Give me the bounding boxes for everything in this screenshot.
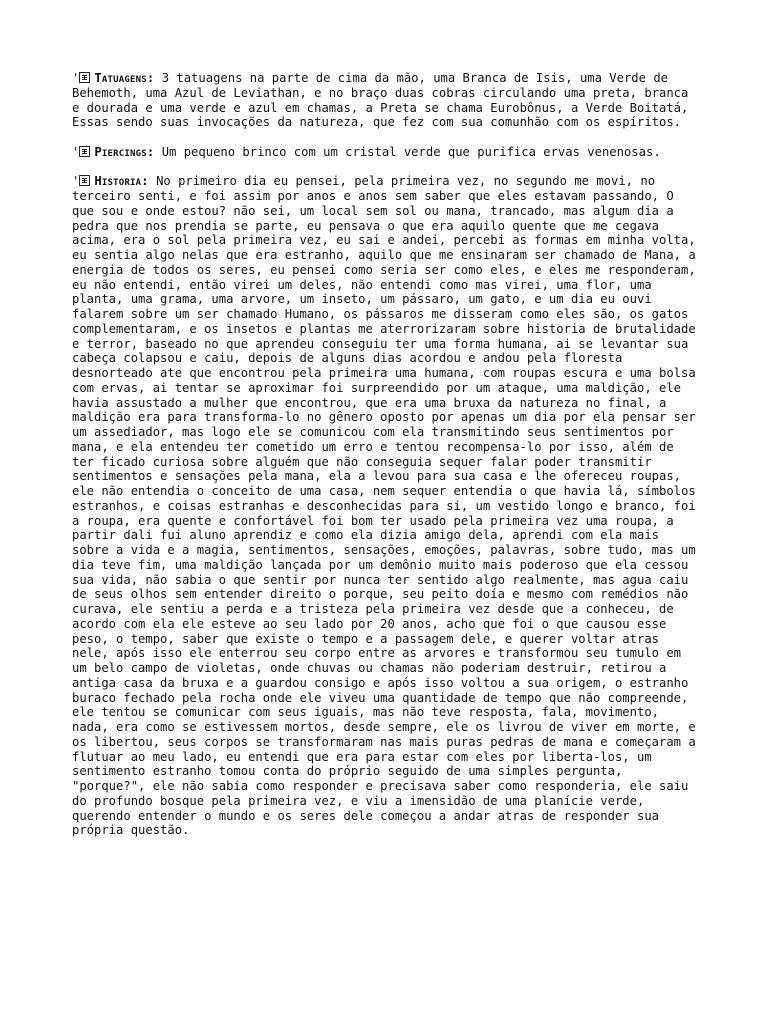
section-text: 3 tatuagens na parte de cima da mão, uma Branca de Isis, uma Verde de Behemoth, uma Azul de Leviathan, e no braço duas cobras circulando uma preta, branca e dourada e uma verde e azul em chamas, a Preta se chama Eurobônus, a Verde Boitatá, Essas sendo suas invocações da natureza, que fez com sua comunhão com os espíritos. [72, 71, 689, 130]
section-text: No primeiro dia eu pensei, pela primeira vez, no segundo me movi, no terceiro senti, e foi assim por anos e anos sem saber que eles estavam passando, O que sou e onde estou? não sei, um local sem sol ou mana, trancado, mas algum dia a pedra que nos prendia se parte, eu pensava o que era aquilo quente que me cegava acima, era o sol pela primeira vez, eu sai e andei, percebi as formas em minha volta, eu sentia algo nelas que era estranho, aquilo que me ensinaram ser chamado de Mana, a energia de todos os seres, eu pensei como seria ser como eles, e eles me responderam, eu não entendi, então virei um deles, não entendi como mas virei, uma flor, uma planta, uma grama, uma arvore, um inseto, um pássaro, um gato, e um dia eu ouvi falarem sobre um ser chamado Humano, os pássaros me disseram como eles são, os gatos complementaram, e os insetos e plantas me aterrorizaram sobre historia de brutalidade e terror, baseado no que aprendeu conseguiu ter uma forma humana, ai se levantar sua cabeça colapsou e caiu, depois de alguns dias acordou e andou pela floresta desnorteado ate que encontrou pela primeira uma humana, com roupas escura e uma bolsa com ervas, ai tentar se aproximar foi surpreendido por um ataque, uma maldição, ele havia assustado a mulher que encontrou, que era uma bruxa da natureza no final, a maldição era para transforma-lo no gênero oposto por apenas um dia por ela pensar ser um assediador, mas logo ele se comunicou com ela transmitindo seus sentimentos por mana, e ela entendeu ter cometido um erro e tentou recompensa-lo por isso, além de ter ficado curiosa sobre alguém que não conseguia sequer falar poder transmitir sentimentos e sensações pela mana, ela a levou para sua casa e lhe ofereceu roupas, ele não entendia o conceito de uma casa, nem sequer entendia o que havia lá, símbolos estranhos, e coisas estranhas e desconhecidas para si, um vestido longo e branco, foi a roupa, era quente e confortável foi bom ter usado pela primeira vez uma roupa, a partir dali fui aluno aprendiz e como ela dizia amigo dela, aprendi com ela mais sobre a vida e a magia, sentimentos, sensações, emoções, palavras, sobre tudo, mas um dia teve fim, uma maldição lançada por um demônio muito mais poderoso que ela cessou sua vida, não sabia o que sentir por nunca ter sentido algo realmente, mas agua caiu de seus olhos sem entender direito o porque, seu peito doía e mesmo com remédios não curava, ele sentiu a perda e a tristeza pela primeira vez desde que a conheceu, de acordo com ela ele esteve ao seu lado por 20 anos, acho que foi o que causou esse peso, o tempo, saber que existe o tempo e a passagem dele, e querer voltar atras nele, após isso ele enterrou seu corpo entre as arvores e transformou seu tumulo em um belo campo de violetas, onde chuvas ou chamas não poderiam destruir, retirou a antiga casa da bruxa e a guardou consigo e após isso voltou a sua origem, o estranho buraco fechado pela rocha onde ele viveu uma quantidade de tempo que não compreende, ele tentou se comunicar com seus iguais, mas não teve resposta, fala, movimento, nada, era como se estivessem mortos, desde sempre, ele os livrou de viver em morte, e os libertou, seus corpos se transformaram nas mais puras pedras de mana e começaram a flutuar ao meu lado, eu entendi que era para estar com eles por liberta-los, um sentimento estranho tomou conta do próprio seguido de uma simples pergunta, "porque?", ele não sabia como responder e precisava saber como responderia, ele saiu do profundo bosque pela primeira vez, e viu a imensidão de uma planície verde, querendo entender o mundo e os seres dele começou a andar atras de responder sua própria questão. [72, 174, 696, 838]
symbol-icon [79, 72, 90, 83]
section-text: Um pequeno brinco com um cristal verde que purifica ervas venenosas. [154, 144, 661, 159]
section-tatuagens [72, 71, 702, 130]
section-piercings [72, 145, 702, 160]
section-label: Piercings: [94, 144, 155, 159]
bullet-marker: ' [72, 71, 80, 85]
section-historia [72, 174, 702, 838]
symbol-icon [79, 146, 90, 157]
bullet-marker: ' [72, 144, 80, 159]
symbol-icon [79, 175, 90, 186]
document-page [72, 71, 702, 853]
bullet-marker: ' [72, 174, 80, 189]
section-label: Historia: [94, 174, 149, 189]
section-label: Tatuagens: [94, 71, 155, 85]
